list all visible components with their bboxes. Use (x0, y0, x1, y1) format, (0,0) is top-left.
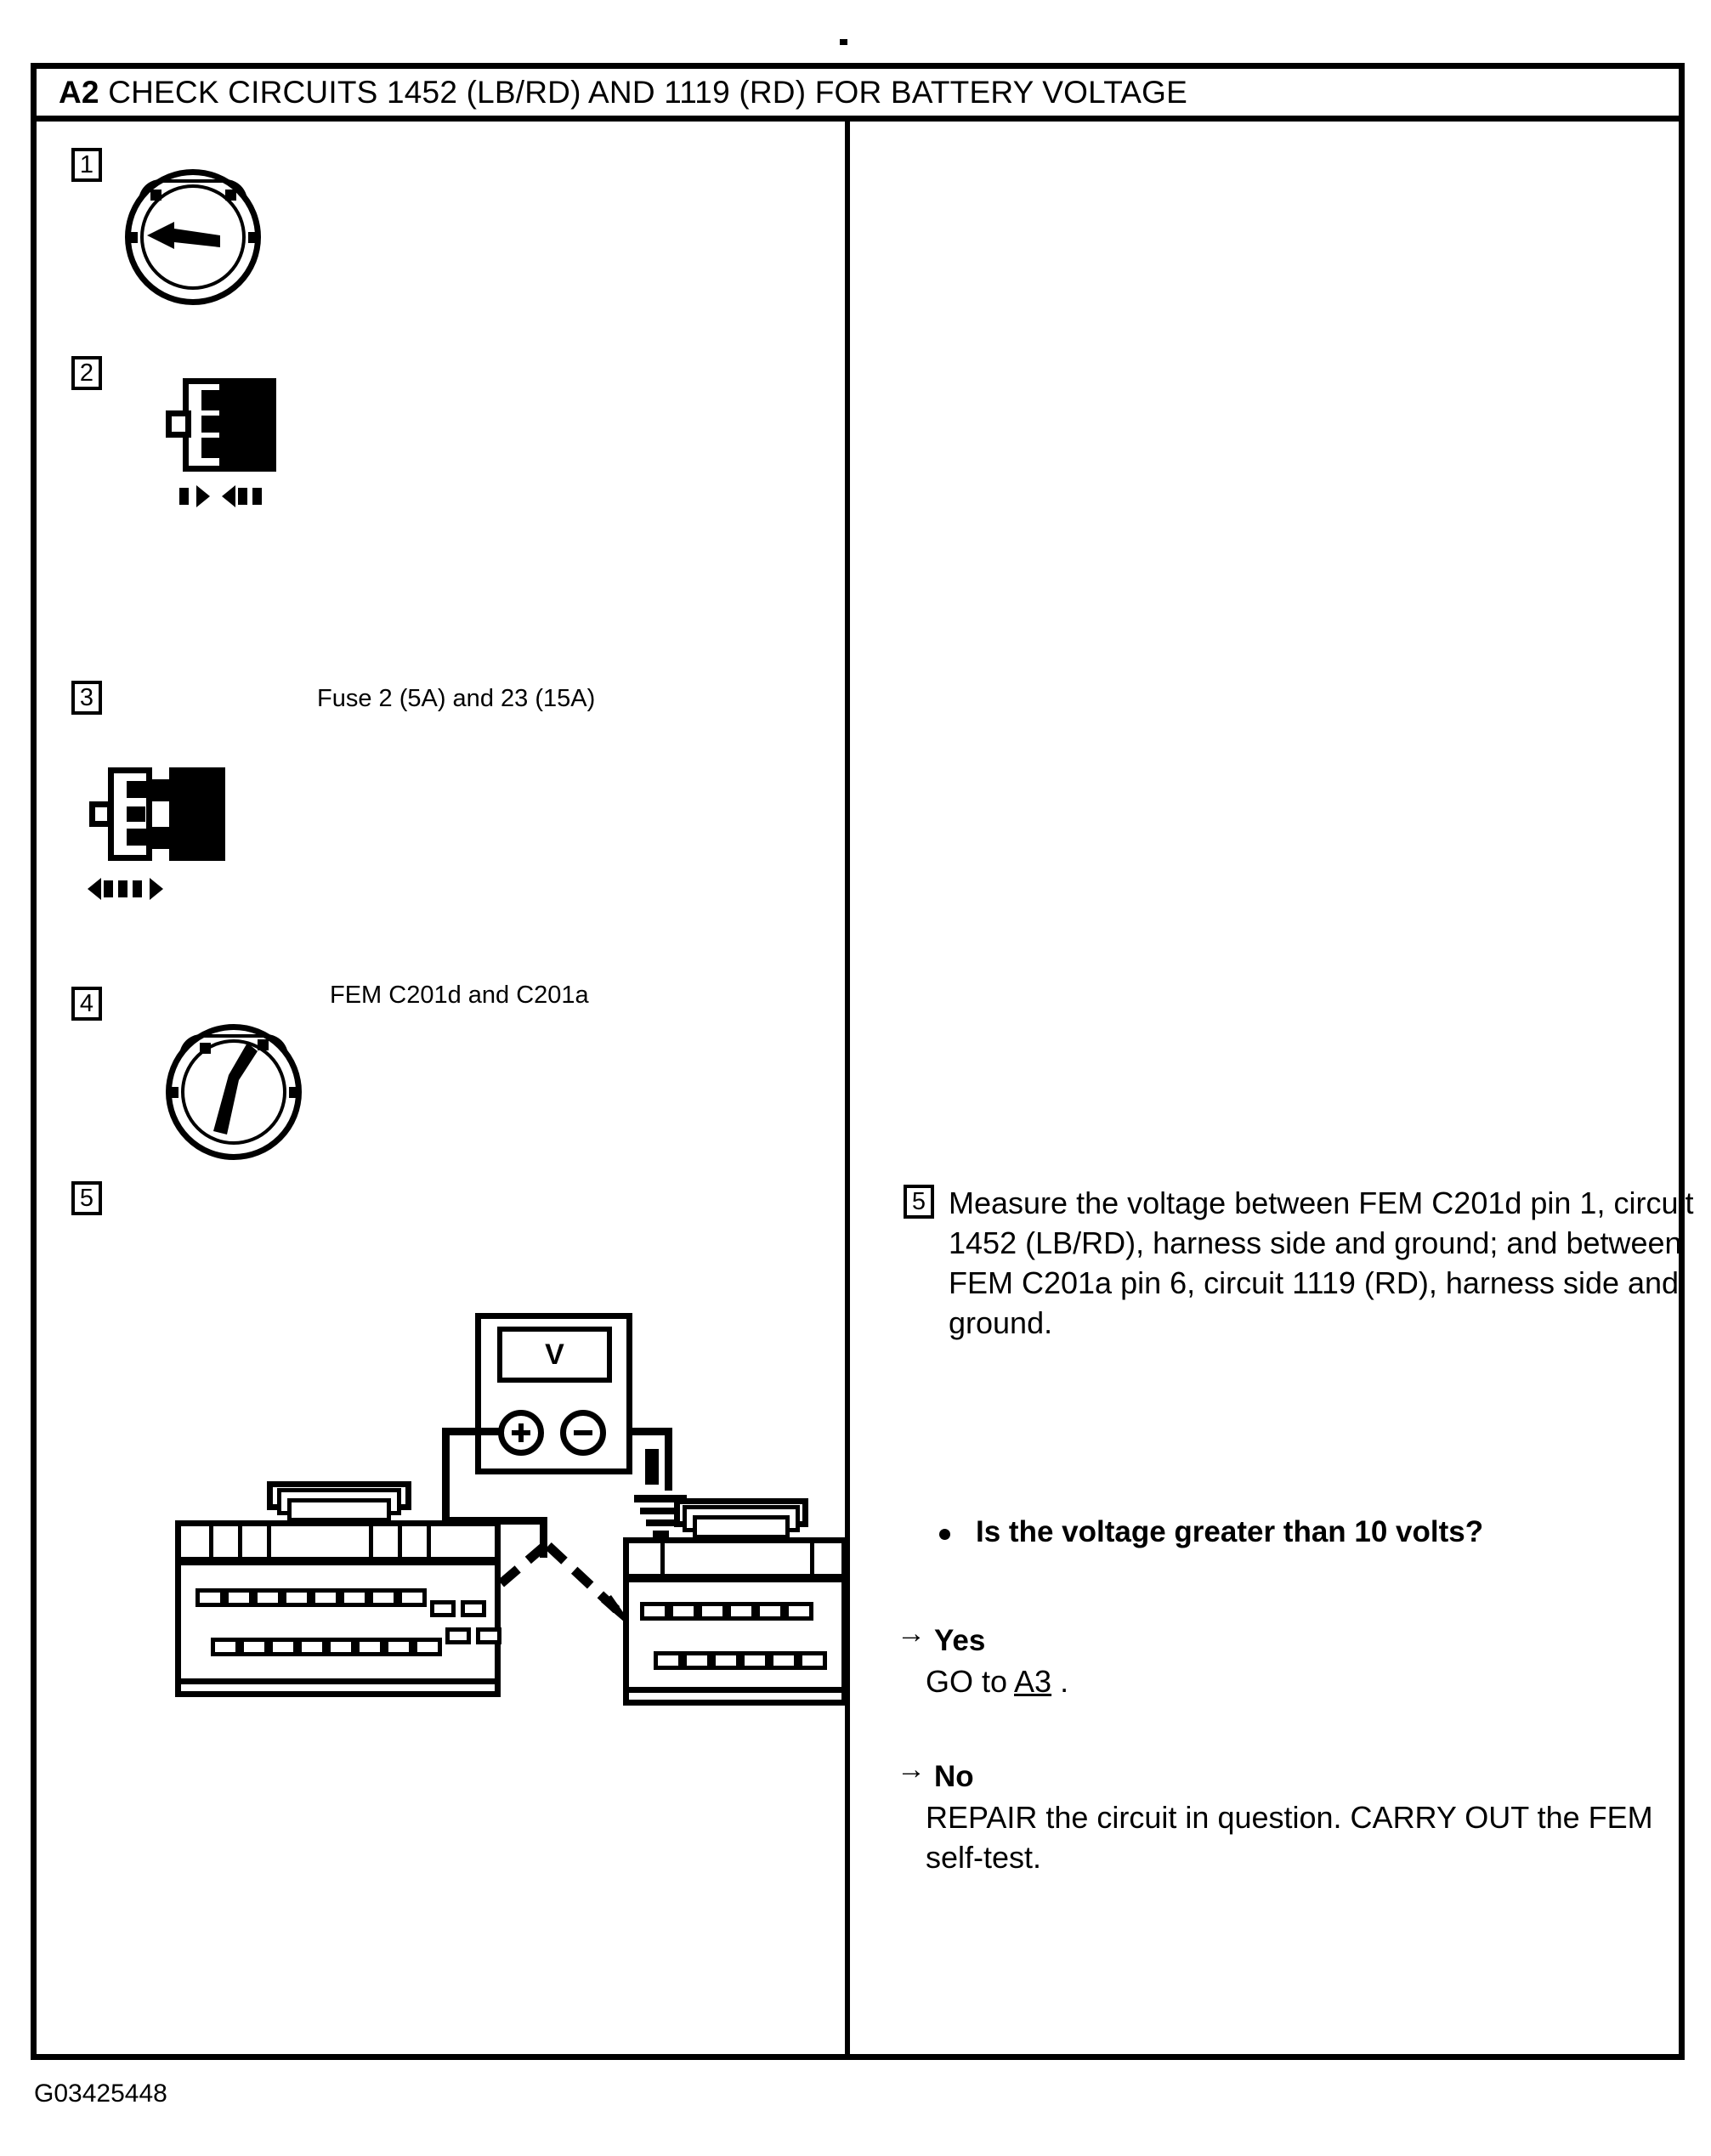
ground-bar-3 (646, 1519, 675, 1526)
ignition-key-off-icon (125, 169, 261, 305)
scan-artifact (840, 39, 847, 45)
step-number-5-left: 5 (71, 1181, 102, 1215)
ground-bar-4 (653, 1531, 669, 1537)
branch-no-detail: REPAIR the circuit in question. CARRY OUT the FEM self-test. (926, 1800, 1653, 1875)
fuse-remove-icon (166, 378, 276, 472)
connector-disconnect-icon (89, 767, 225, 861)
branch-no (897, 1753, 1662, 1896)
branch-yes-prefix: GO to (926, 1664, 1015, 1699)
bullet-icon (939, 1529, 950, 1540)
positive-lead-wire-v (442, 1428, 450, 1525)
decision-question-text: Is the voltage greater than 10 volts? (976, 1515, 1484, 1548)
procedure-frame (31, 63, 1694, 2060)
voltmeter-display: V (497, 1327, 612, 1383)
header-text (59, 75, 1187, 110)
branch-yes-link[interactable]: A3 (1014, 1664, 1052, 1699)
right-column (850, 122, 1694, 2054)
arrow-right-icon-yes: → (897, 1617, 926, 1650)
left-column (37, 122, 845, 2054)
branch-yes (897, 1617, 1662, 1743)
footer-code: G03425448 (34, 2080, 167, 2108)
voltmeter-negative-terminal (560, 1410, 606, 1456)
branch-yes-detail (926, 1661, 1068, 1701)
positive-lead-wire-h1 (442, 1428, 501, 1435)
step-3-caption: FEM C201d and C201a (330, 982, 589, 1009)
step-number-5-right: 5 (904, 1185, 934, 1219)
voltmeter-positive-terminal (498, 1410, 544, 1456)
procedure-header (37, 69, 1679, 122)
ground-probe-body (645, 1449, 659, 1485)
procedure-title: CHECK CIRCUITS 1452 (LB/RD) AND 1119 (RD) FOR BATTERY VOLTAGE (108, 74, 1187, 110)
step-number-3: 3 (71, 681, 102, 715)
connector-disconnect-arrows (88, 878, 163, 900)
step-number-1: 1 (71, 148, 102, 182)
step-number-4: 4 (71, 987, 102, 1021)
decision-question (939, 1515, 1662, 1549)
branch-no-label: No (934, 1760, 974, 1793)
procedure-body (37, 122, 1694, 2054)
procedure-code: A2 (59, 74, 99, 110)
fuse-remove-arrows (179, 485, 262, 507)
arrow-right-icon-no: → (897, 1753, 926, 1785)
negative-lead-wire-v (665, 1428, 672, 1491)
step-5-instruction: Measure the voltage between FEM C201d pin 1, circuit 1452 (LB/RD), harness side and ground; and between FEM C201a pin 6, circuit 1119 (RD), harness side and ground. (949, 1186, 1694, 1340)
ignition-key-on-icon (166, 1024, 302, 1160)
step-number-2: 2 (71, 356, 102, 390)
branch-yes-suffix: . (1051, 1664, 1069, 1699)
branch-yes-label: Yes (934, 1624, 986, 1657)
step-2-caption: Fuse 2 (5A) and 23 (15A) (317, 685, 596, 712)
